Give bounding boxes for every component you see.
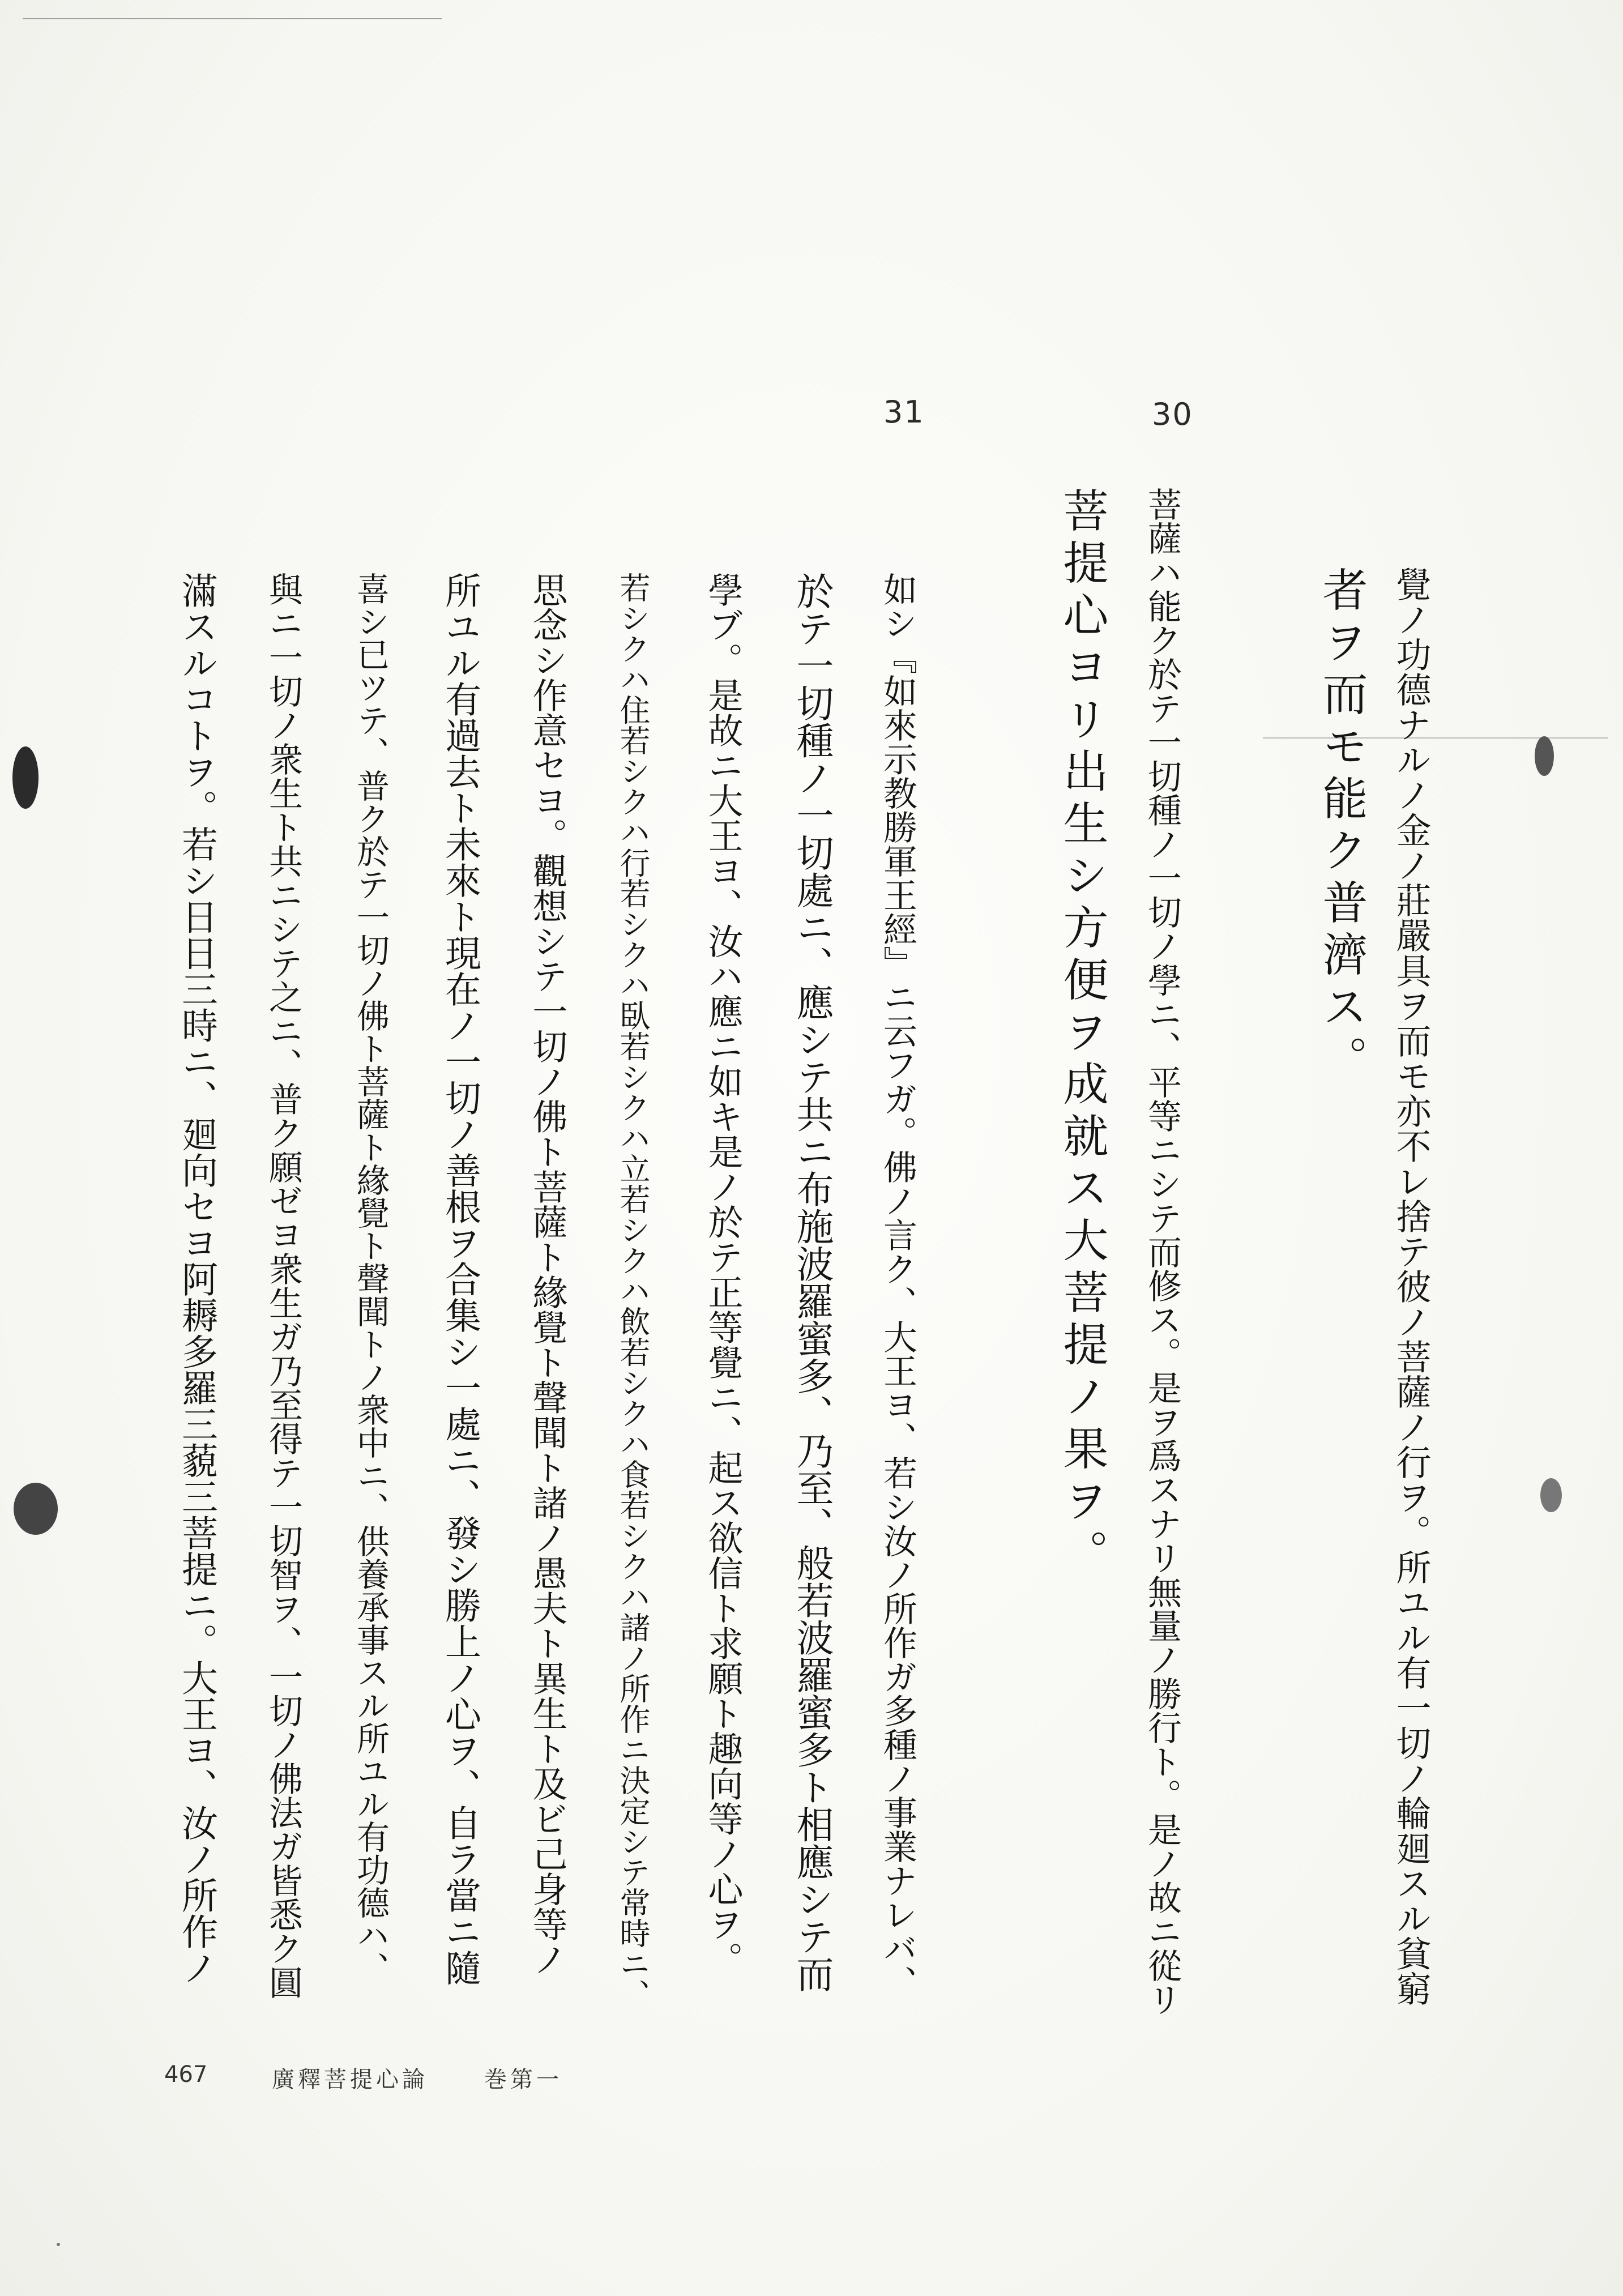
section-number-31: 31 (883, 394, 925, 430)
text-column-13: 滿スルコトヲ。若シ日日三時ニ、廻向セヨ阿耨多羅三藐三菩提ニ。大王ヨ、汝ノ所作ノ (176, 572, 217, 1986)
text-column-12: 與ニ一切ノ衆生ト共ニシテ之ニ、普ク願ゼヨ衆生ガ乃至得テ一切智ヲ、一切ノ佛法ガ皆悉ク圓 (263, 572, 303, 1999)
text-column-8: 若シクハ住若シクハ行若シクハ臥若シクハ立若シクハ飲若シクハ食若シクハ諸ノ所作ニ決定シテ常時ニ、 (615, 572, 651, 2009)
text-column-1: 覺ノ功德ナルノ金ノ莊嚴具ヲ而モ亦不レ捨テ彼ノ菩薩ノ行ヲ。所ユル有一切ノ輪廻スル貧窮 (1390, 566, 1432, 2006)
text-column-5: 如シ『如來示教勝軍王經』ニ云フガ。佛ノ言ク、大王ヨ、若シ汝ノ所作ガ多種ノ事業ナレバ、 (878, 572, 917, 1999)
ink-blot (12, 746, 39, 809)
text-column-11: 喜シ已ツテ、普ク於テ一切ノ佛ト菩薩ト緣覺ト聲聞トノ衆中ニ、供養承事スル所ユル有功德ハ、 (351, 572, 390, 1985)
ink-blot (14, 1483, 58, 1535)
ink-blot (1535, 736, 1554, 776)
page-number: 467 (164, 2062, 208, 2088)
section-number-30: 30 (1152, 396, 1193, 432)
text-column-6: 於テ一切種ノ一切處ニ、應シテ共ニ布施波羅蜜多、乃至、般若波羅蜜多ト相應シテ而 (790, 572, 834, 1992)
ink-speck (57, 2243, 60, 2246)
text-column-4: 菩提心ヨリ出生シ方便ヲ成就ス大菩提ノ果ヲ。 (1056, 487, 1108, 1581)
text-column-10: 所ユル有過去ト未來ト現在ノ一切ノ善根ヲ合集シ一處ニ、發シ勝上ノ心ヲ、自ラ當ニ隨 (439, 572, 481, 1986)
text-column-3: 菩薩ハ能ク於テ一切種ノ一切ノ學ニ、平等ニシテ而修ス。是ヲ爲スナリ無量ノ勝行ト。是ノ故ニ從リ (1142, 487, 1182, 2016)
text-column-7: 學ブ。是故ニ大王ヨ、汝ハ應ニ如キ是ノ於テ正等覺ニ、起ス欲信ト求願ト趣向等ノ心ヲ。 (702, 572, 744, 1977)
volume-label: 巻第一 (484, 2067, 562, 2093)
ink-blot (1540, 1478, 1562, 1512)
text-column-2: 者ヲ而モ能ク普濟ス。 (1315, 566, 1368, 1087)
text-column-9: 思念シ作意セヨ。觀想シテ一切ノ佛ト菩薩ト緣覺ト聲聞ト諸ノ愚夫ト異生ト及ビ己身等ノ (527, 572, 568, 1977)
scan-edge-line (23, 18, 442, 19)
book-title: 廣釋菩提心論 (272, 2067, 428, 2093)
